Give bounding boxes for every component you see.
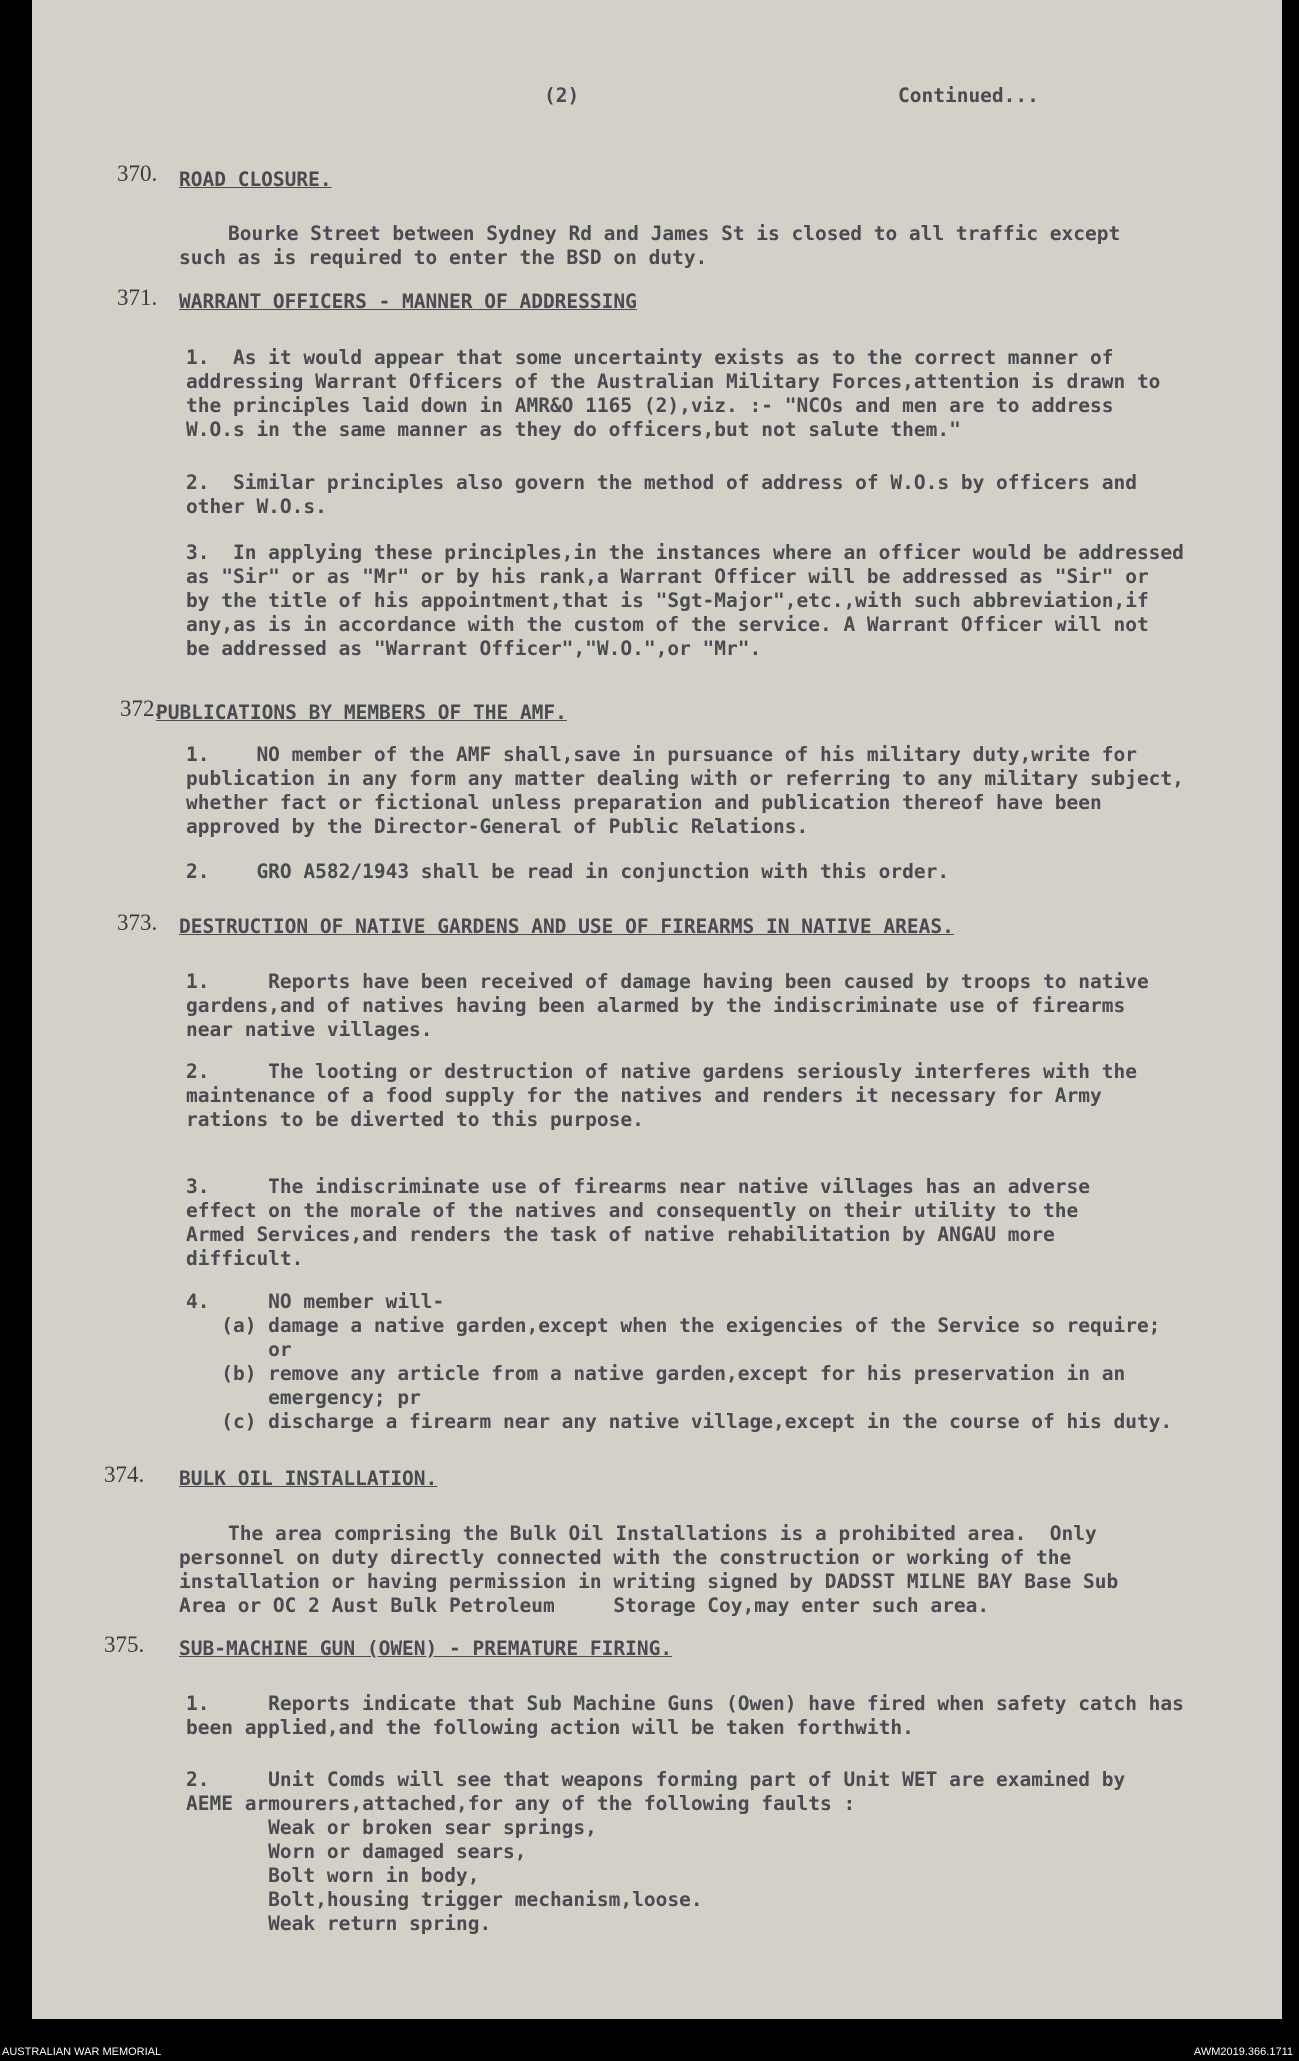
text-line: effect on the morale of the natives and consequently on their utility to the xyxy=(186,1199,1079,1222)
text-line: 1. Reports have been received of damage having been caused by troops to native xyxy=(186,970,1149,993)
text-line: other W.O.s. xyxy=(186,495,327,518)
text-line: Bourke Street between Sydney Rd and James St is closed to all traffic except xyxy=(228,222,1121,245)
continued-label: Continued... xyxy=(898,84,1039,107)
text-line: addressing Warrant Officers of the Australian Military Forces,attention is drawn to xyxy=(186,370,1161,393)
text-line: Armed Services,and renders the task of native rehabilitation by ANGAU more xyxy=(186,1223,1055,1246)
text-line: (a) damage a native garden,except when the exigencies of the Service so require; xyxy=(186,1314,1161,1337)
text-line: by the title of his appointment,that is "Sgt-Major",etc.,with such abbreviation,if xyxy=(186,589,1149,612)
section-heading: DESTRUCTION OF NATIVE GARDENS AND USE OF FIREARMS IN NATIVE AREAS. xyxy=(179,915,954,938)
text-line: 1. NO member of the AMF shall,save in pursuance of his military duty,write for xyxy=(186,743,1137,766)
section-number: 373. xyxy=(117,910,158,935)
text-line: 2. Similar principles also govern the method of address of W.O.s by officers and xyxy=(186,471,1137,494)
text-line: or xyxy=(186,1338,292,1361)
text-line: 4. NO member will- xyxy=(186,1290,445,1313)
text-line: Worn or damaged sears, xyxy=(186,1840,527,1863)
text-line: Area or OC 2 Aust Bulk Petroleum Storage Coy,may enter such area. xyxy=(179,1594,990,1617)
text-line: (c) discharge a firearm near any native village,except in the course of his duty. xyxy=(186,1410,1173,1433)
text-line: rations to be diverted to this purpose. xyxy=(186,1108,644,1131)
footer-accession: AWM2019.366.1711 xyxy=(1193,2046,1293,2058)
text-line: difficult. xyxy=(186,1247,304,1270)
document-page xyxy=(32,0,1282,2019)
text-line: been applied,and the following action will be taken forthwith. xyxy=(186,1716,914,1739)
text-line: The area comprising the Bulk Oil Installations is a prohibited area. Only xyxy=(228,1522,1097,1545)
section-number: 370. xyxy=(117,161,158,186)
text-line: 2. The looting or destruction of native gardens seriously interferes with the xyxy=(186,1060,1137,1083)
section-heading: WARRANT OFFICERS - MANNER OF ADDRESSING xyxy=(179,290,637,313)
section-number: 375. xyxy=(104,1632,145,1657)
text-line: Weak or broken sear springs, xyxy=(186,1816,597,1839)
text-line: maintenance of a food supply for the natives and renders it necessary for Army xyxy=(186,1084,1102,1107)
text-line: AEME armourers,attached,for any of the following faults : xyxy=(186,1792,856,1815)
text-line: W.O.s in the same manner as they do officers,but not salute them." xyxy=(186,418,961,441)
text-line: emergency; pr xyxy=(186,1386,421,1409)
text-line: Bolt worn in body, xyxy=(186,1864,480,1887)
text-line: 2. Unit Comds will see that weapons forming part of Unit WET are examined by xyxy=(186,1768,1126,1791)
section-heading: ROAD CLOSURE. xyxy=(179,168,332,191)
footer-credit: AUSTRALIAN WAR MEMORIAL xyxy=(2,2046,162,2058)
text-line: Weak return spring. xyxy=(186,1912,492,1935)
text-line: 3. The indiscriminate use of firearms near native villages has an adverse xyxy=(186,1175,1090,1198)
text-line: personnel on duty directly connected with the construction or working of the xyxy=(179,1546,1072,1569)
text-line: be addressed as "Warrant Officer","W.O.",or "Mr". xyxy=(186,637,762,660)
text-line: 1. Reports indicate that Sub Machine Guns (Owen) have fired when safety catch has xyxy=(186,1692,1184,1715)
text-line: approved by the Director-General of Public Relations. xyxy=(186,815,809,838)
text-line: any,as is in accordance with the custom of the service. A Warrant Officer will not xyxy=(186,613,1149,636)
text-line: whether fact or fictional unless preparation and publication thereof have been xyxy=(186,791,1102,814)
text-line: 2. GRO A582/1943 shall be read in conjunction with this order. xyxy=(186,860,950,883)
text-line: near native villages. xyxy=(186,1018,433,1041)
section-number: 372. xyxy=(120,696,161,721)
section-heading: BULK OIL INSTALLATION. xyxy=(179,1467,438,1490)
text-line: such as is required to enter the BSD on duty. xyxy=(179,246,708,269)
page-number: (2) xyxy=(544,84,580,107)
section-heading: SUB-MACHINE GUN (OWEN) - PREMATURE FIRING. xyxy=(179,1637,673,1660)
text-line: 3. In applying these principles,in the instances where an officer would be addressed xyxy=(186,541,1184,564)
section-number: 371. xyxy=(117,285,158,310)
text-line: installation or having permission in writing signed by DADSST MILNE BAY Base Sub xyxy=(179,1570,1119,1593)
footer xyxy=(0,2046,1299,2061)
text-line: gardens,and of natives having been alarmed by the indiscriminate use of firearms xyxy=(186,994,1126,1017)
text-line: publication in any form any matter dealing with or referring to any military subject, xyxy=(186,767,1184,790)
section-number: 374. xyxy=(104,1462,145,1487)
text-line: the principles laid down in AMR&O 1165 (2),viz. :- "NCOs and men are to address xyxy=(186,394,1114,417)
text-line: Bolt,housing trigger mechanism,loose. xyxy=(186,1888,703,1911)
text-line: 1. As it would appear that some uncertainty exists as to the correct manner of xyxy=(186,346,1114,369)
section-heading: PUBLICATIONS BY MEMBERS OF THE AMF. xyxy=(156,701,567,724)
text-line: (b) remove any article from a native garden,except for his preservation in an xyxy=(186,1362,1126,1385)
text-line: as "Sir" or as "Mr" or by his rank,a Warrant Officer will be addressed as "Sir" or xyxy=(186,565,1149,588)
